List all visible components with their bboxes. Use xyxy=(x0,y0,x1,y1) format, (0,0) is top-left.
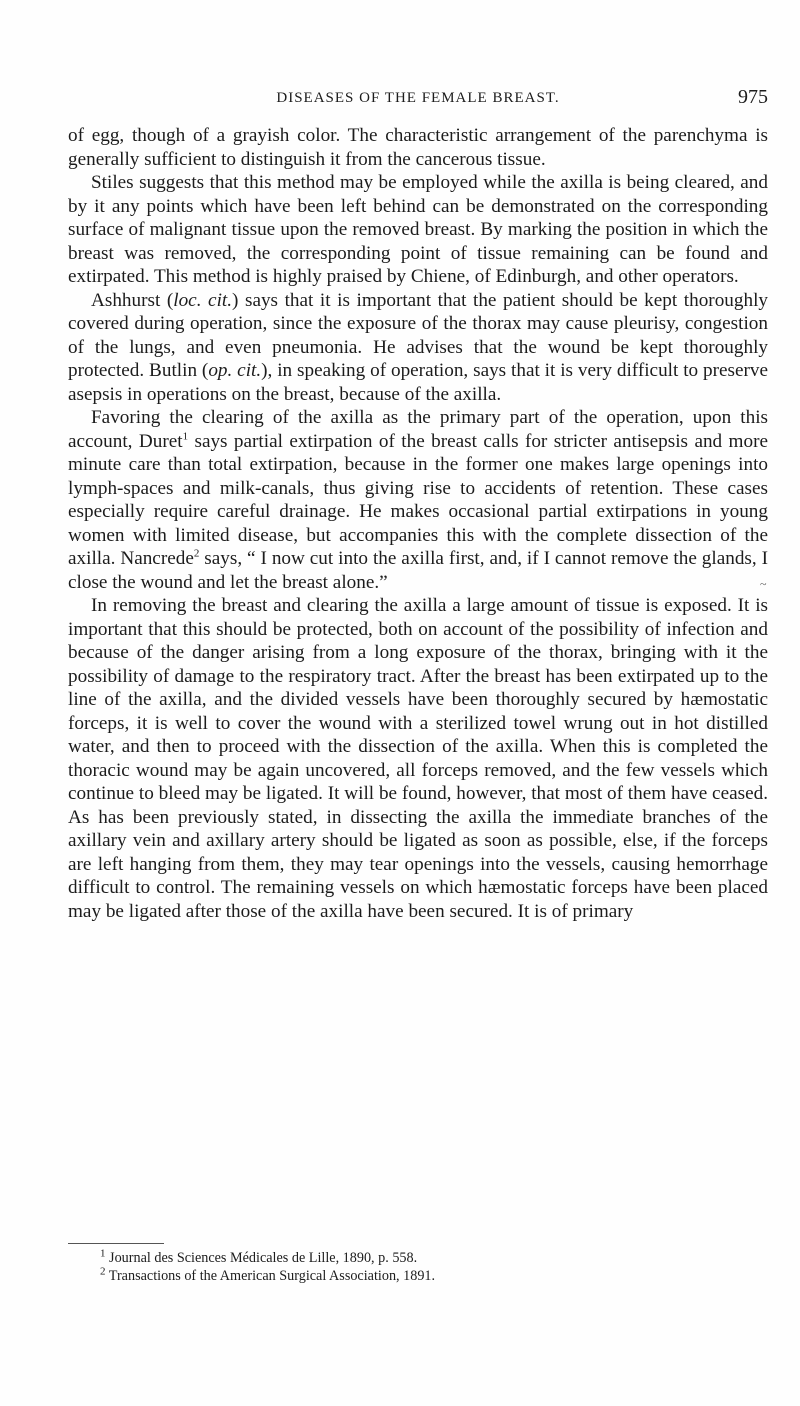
footnote-mark: 1 xyxy=(100,1247,106,1260)
footnote-mark: 2 xyxy=(100,1265,106,1278)
footnote-text: Transactions of the American Surgical Association, 1891. xyxy=(105,1268,436,1284)
footnote-reference: 1 xyxy=(182,430,189,443)
paragraph-text: Ashhurst ( xyxy=(91,289,174,311)
footnotes xyxy=(100,1249,760,1285)
footnote-reference: 2 xyxy=(193,547,200,560)
citation-italic: loc. cit. xyxy=(173,289,233,311)
running-title: DISEASES OF THE FEMALE BREAST. xyxy=(276,90,560,106)
citation-italic: op. cit. xyxy=(208,360,262,381)
footnote-divider xyxy=(68,1243,164,1244)
paragraph-continuation: of egg, though of a grayish color. The characteristic arrangement of the parenchyma is generally sufficient to distinguish it from the cancerous tissue. xyxy=(68,125,768,170)
footnote-text: Journal des Sciences Médicales de Lille, 1890, p. 558. xyxy=(105,1250,418,1266)
paragraph-text: says, “ I now cut into the axilla first, and, if I cannot remove the glands, I close the wound and let the breast alone.” xyxy=(68,548,769,593)
page-number: 975 xyxy=(738,86,768,108)
paragraph-text: says partial extirpation of the breast calls for stricter antisepsis and more minute care than total extirpation, because in the former one makes large openings into lymph-spaces and milk-canals, thus giving rise to accidents of retention. These cases especially require careful drainage. He makes occasional partial extirpations in young women with limited disease, but accompanies this with the complete dissection of the axilla. Nancrede xyxy=(68,430,768,569)
margin-mark: ~ xyxy=(760,577,767,591)
paragraph-favoring xyxy=(68,406,768,594)
paragraph-text: Favoring the clearing of the axilla as the primary part of the operation, upon this account, Duret xyxy=(68,407,768,452)
paragraph-ashhurst xyxy=(68,289,768,407)
paragraph-stiles: Stiles suggests that this method may be employed while the axilla is being cleared, and by it any points which have been left behind can be demonstrated on the corresponding surface of malignant tissue upon the removed breast. By marking the position in which the breast was removed, the corresponding point of tissue remaining can be found and extirpated. This method is highly praised by Chiene, of Edinburgh, and other operators. xyxy=(68,172,768,287)
paragraph-text: ), in speaking of operation, says that it is very difficult to preserve asepsis in operations on the breast, because of the axilla. xyxy=(68,360,768,405)
body-text xyxy=(68,124,768,923)
footnote xyxy=(100,1267,760,1285)
running-head xyxy=(68,86,768,110)
footnote xyxy=(100,1249,760,1267)
paragraph-removing: In removing the breast and clearing the axilla a large amount of tissue is exposed. It is important that this should be protected, both on account of the possibility of infection and because of the danger arising from a long exposure of the thorax, bringing with it the possibility of damage to the respiratory tract. After the breast has been extirpated up to the line of the axilla, and the divided vessels have been thoroughly secured by hæmostatic forceps, it is well to cover the wound with a sterilized towel wrung out in hot distilled water, and then to proceed with the dissection of the axilla. When this is completed the thoracic wound may be again uncovered, all forceps removed, and the few vessels which continue to bleed may be ligated. It will be found, however, that most of them have ceased. As has been previously stated, in dissecting the axilla the immediate branches of the axillary vein and axillary artery should be ligated as soon as possible, else, if the forceps are left hanging from them, they may tear openings into the vessels, causing hemorrhage difficult to control. The remaining vessels on which hæmostatic forceps have been placed may be ligated after those of the axilla have been secured. It is of primary xyxy=(68,595,768,922)
paragraph-text: ) says that it is important that the patient should be kept thoroughly covered during operation, since the exposure of the thorax may cause pleurisy, congestion of the lungs, and even pneumonia. He advises that the wound be kept thoroughly protected. Butlin ( xyxy=(68,289,768,381)
